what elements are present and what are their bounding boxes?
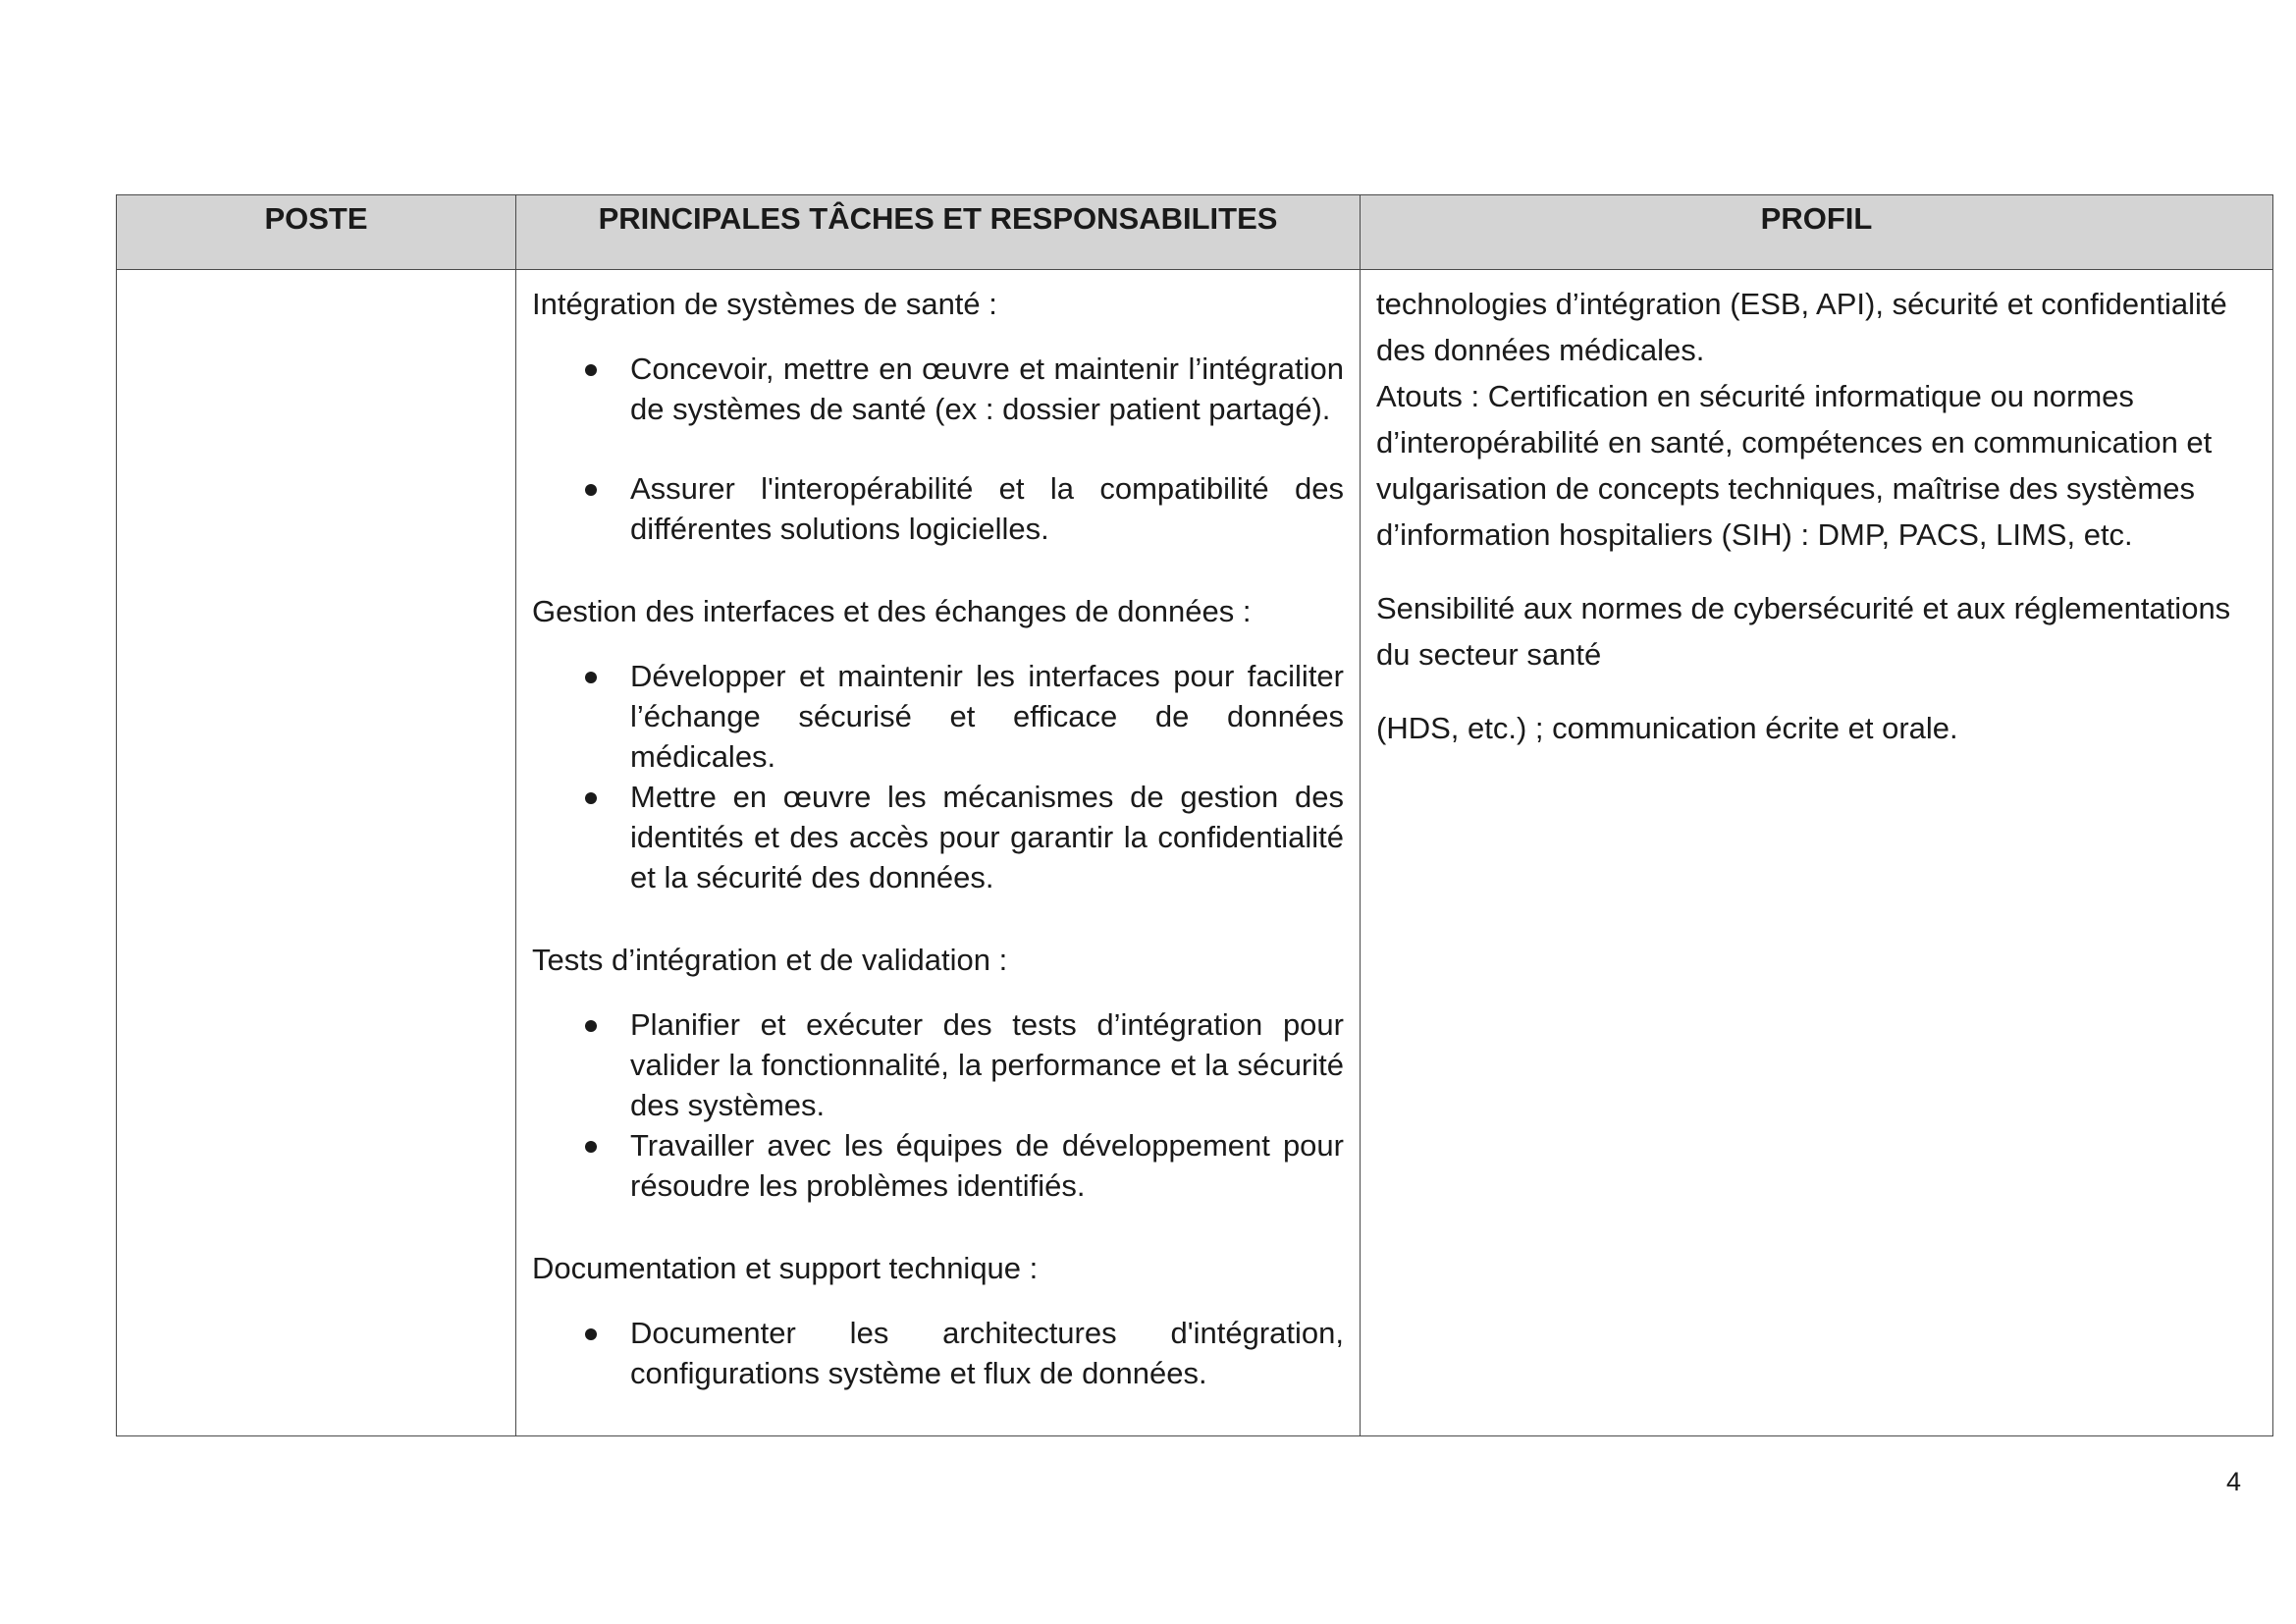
header-profil: PROFIL — [1361, 195, 2273, 270]
task-list-documentation — [532, 1313, 1344, 1393]
list-item: Planifier et exécuter des tests d’intégration pour valider la fonctionnalité, la performance et la sécurité des systèmes. — [532, 1004, 1344, 1125]
profil-communication: (HDS, etc.) ; communication écrite et orale. — [1376, 711, 1958, 745]
list-item: Assurer l'interopérabilité et la compatibilité des différentes solutions logicielles. — [532, 468, 1344, 549]
task-list-interfaces — [532, 656, 1344, 897]
list-item: Documenter les architectures d'intégration, configurations système et flux de données. — [532, 1313, 1344, 1393]
profil-sensibilite: Sensibilité aux normes de cybersécurité et aux réglementations du secteur santé — [1376, 591, 2231, 672]
table-row — [117, 270, 2273, 1436]
table-header-row — [117, 195, 2273, 270]
list-item: Développer et maintenir les interfaces pour faciliter l’échange sécurisé et efficace de données médicales. — [532, 656, 1344, 777]
job-description-table — [116, 194, 2273, 1436]
section-title-tests: Tests d’intégration et de validation : — [532, 943, 1008, 977]
task-list-integration — [532, 349, 1344, 549]
task-list-tests — [532, 1004, 1344, 1206]
list-item: Mettre en œuvre les mécanismes de gestion des identités et des accès pour garantir la confidentialité et la sécurité des données. — [532, 777, 1344, 897]
profil-cell — [1361, 270, 2273, 1436]
section-title-documentation: Documentation et support technique : — [532, 1251, 1039, 1285]
poste-cell — [117, 270, 516, 1436]
profil-atouts: Atouts : Certification en sécurité informatique ou normes d’interopérabilité en santé, compétences en communication et vulgarisation de concepts techniques, maîtrise des systèmes d’information hospitaliers (SIH) : DMP, PACS, LIMS, etc. — [1376, 379, 2213, 552]
page-number: 4 — [2226, 1467, 2242, 1496]
section-title-integration: Intégration de systèmes de santé : — [532, 287, 997, 321]
list-item: Travailler avec les équipes de développement pour résoudre les problèmes identifiés. — [532, 1125, 1344, 1206]
section-title-interfaces: Gestion des interfaces et des échanges de données : — [532, 594, 1252, 628]
header-poste: POSTE — [117, 195, 516, 270]
tasks-cell — [516, 270, 1361, 1436]
header-taches: PRINCIPALES TÂCHES ET RESPONSABILITES — [516, 195, 1361, 270]
profil-technologies: technologies d’intégration (ESB, API), sécurité et confidentialité des données médicales. — [1376, 287, 2227, 367]
list-item: Concevoir, mettre en œuvre et maintenir l’intégration de systèmes de santé (ex : dossier patient partagé). — [532, 349, 1344, 429]
